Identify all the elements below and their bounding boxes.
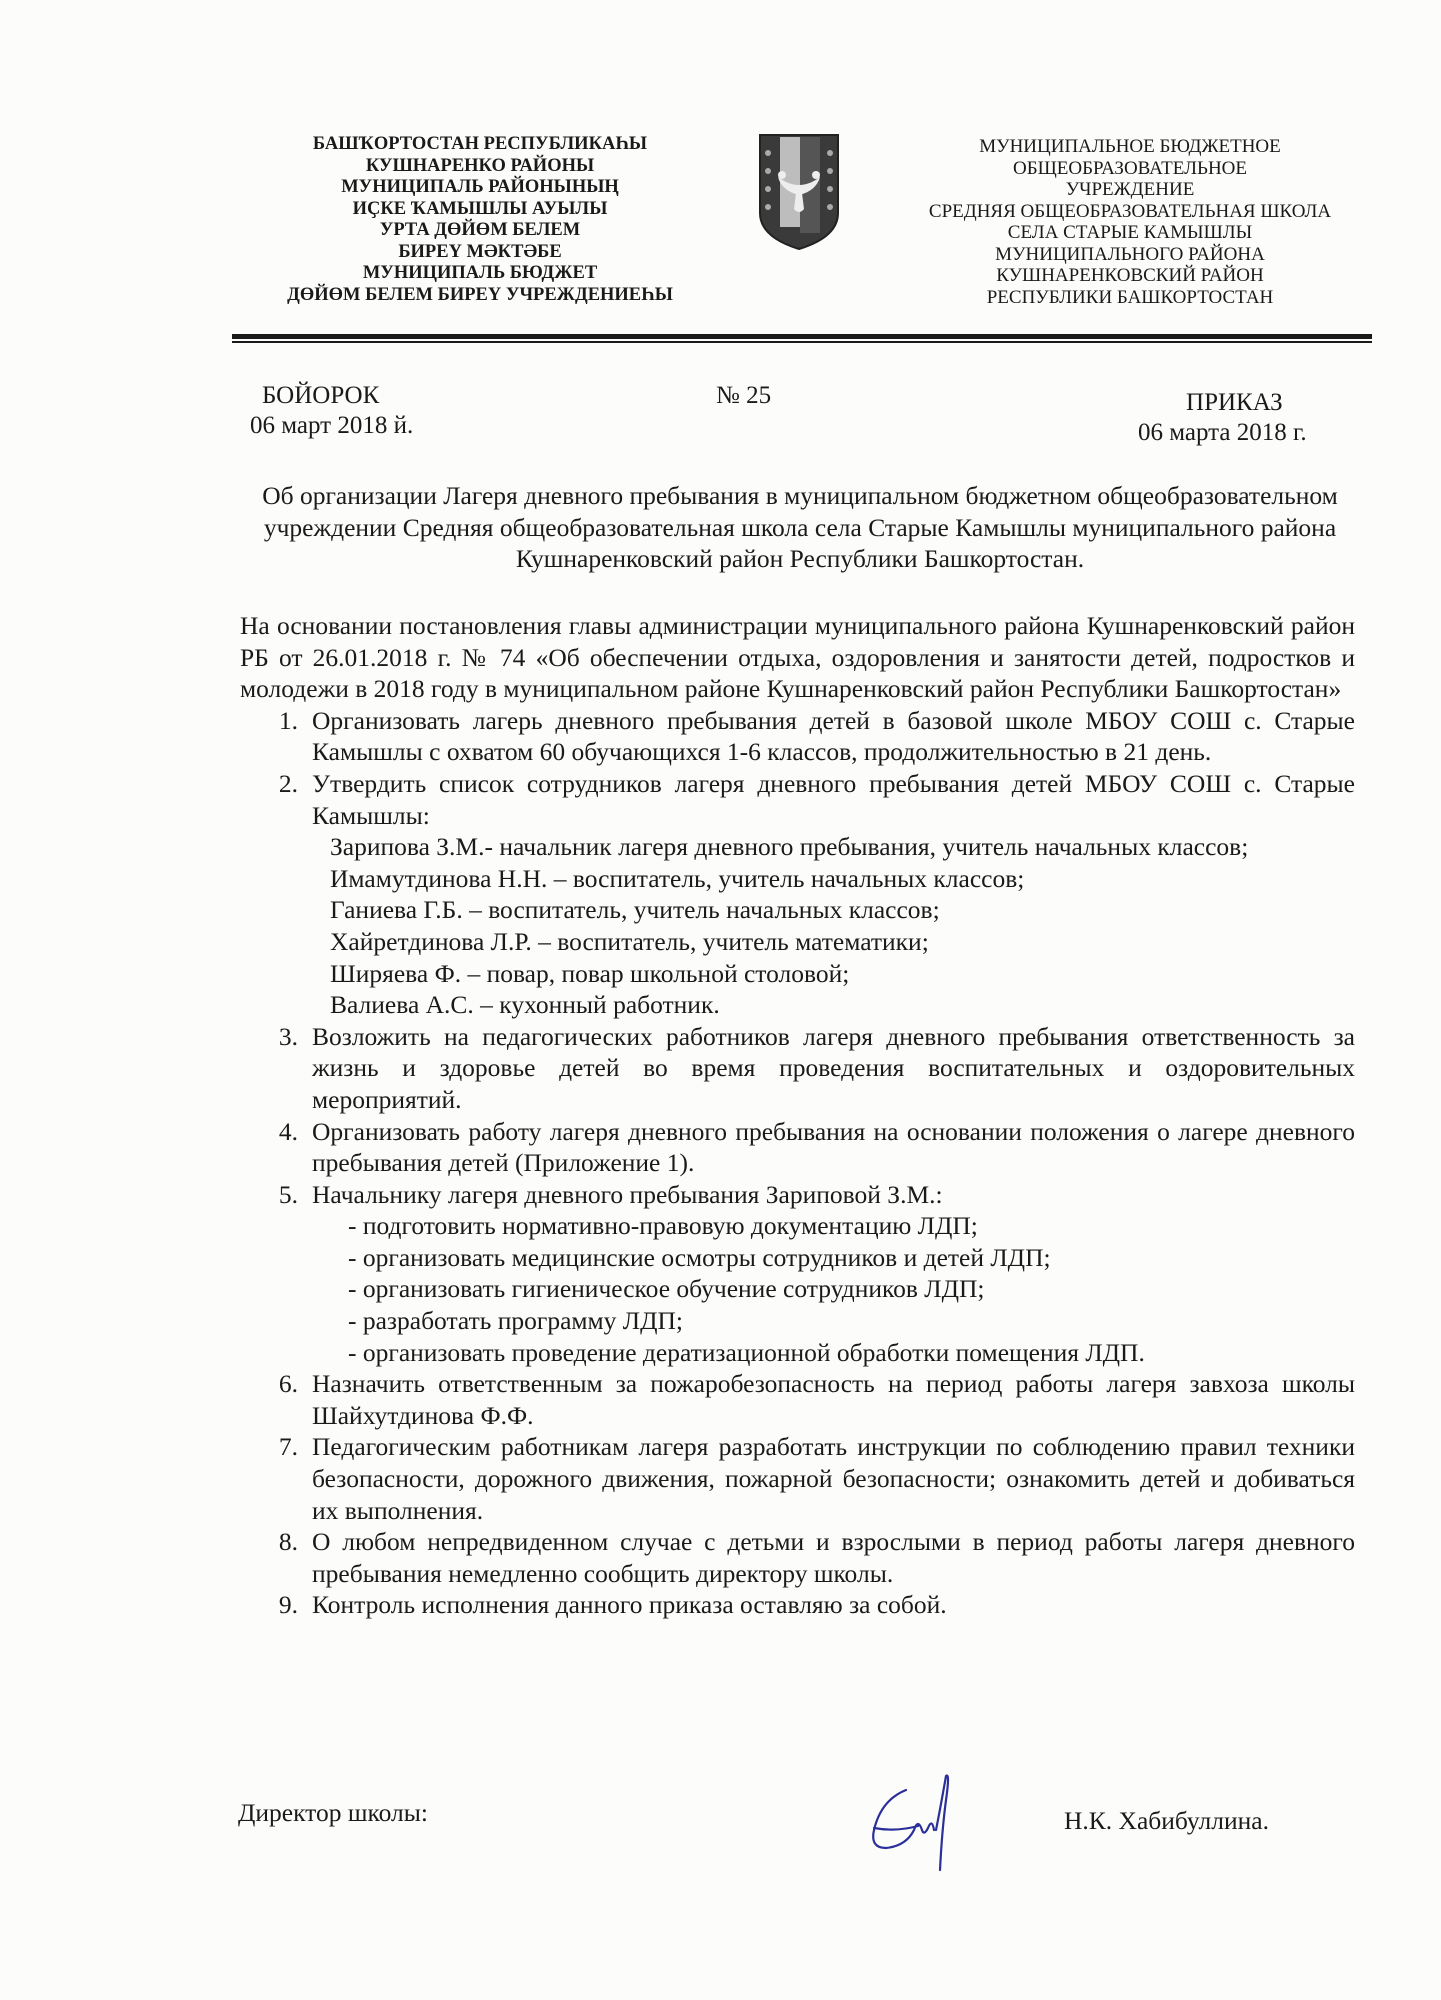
header-line: МУНИЦИПАЛЬ БЮДЖЕТ — [362, 263, 598, 283]
header-line: ОБЩЕОБРАЗОВАТЕЛЬНОЕ — [1013, 157, 1247, 179]
list-item — [240, 1179, 1355, 1211]
item-text: Организовать лагерь дневного пребывания детей в базовой школе МБОУ СОШ с. Старые Камышлы с охватом 60 обучающихся 1-6 классов, продолжительностью в 21 день. — [312, 705, 1355, 767]
header-russian — [890, 136, 1370, 308]
item-number: 8. — [278, 1527, 298, 1557]
order-body — [240, 610, 1355, 1621]
list-item — [240, 1021, 1355, 1116]
order-date-bashkir: 06 март 2018 й. — [250, 412, 414, 439]
staff-entry: Хайретдинова Л.Р. – воспитатель, учитель математики; — [330, 926, 929, 956]
header-line: СРЕДНЯЯ ОБЩЕОБРАЗОВАТЕЛЬНАЯ ШКОЛА — [928, 200, 1332, 222]
header-line: БАШҠОРТОСТАН РЕСПУБЛИКАҺЫ — [312, 134, 648, 154]
order-title: Об организации Лагеря дневного пребывания в муниципальном бюджетном общеобразовательном учреждении Средняя общеобразовательная школа села Старые Камышлы муниципального района Кушнаренковский район Республики Башкортостан. — [262, 481, 1338, 573]
list-item — [240, 1116, 1355, 1179]
list-item — [240, 1368, 1355, 1431]
list-item — [240, 768, 1355, 831]
header-line: УРТА ДӨЙӨМ БЕЛЕМ — [379, 220, 581, 240]
order-meta-russian — [1138, 388, 1307, 448]
header-line: УЧРЕЖДЕНИЕ — [1065, 179, 1195, 200]
header-line: БИРЕҮ МӘКТӘБЕ — [398, 241, 562, 262]
order-number: № 25 — [716, 382, 772, 409]
item-number: 4. — [278, 1116, 298, 1146]
task-entry: - организовать гигиеническое обучение сотрудников ЛДП; — [348, 1274, 985, 1304]
item-text: Начальнику лагеря дневного пребывания Зариповой З.М.: — [312, 1179, 943, 1209]
header-line: МУНИЦИПАЛЬНОЕ БЮДЖЕТНОЕ — [979, 136, 1281, 157]
signatory-title: Директор школы: — [238, 1798, 428, 1827]
list-item — [240, 1589, 1355, 1621]
item-number: 3. — [278, 1021, 298, 1051]
header-line: МУНИЦИПАЛЬНОГО РАЙОНА — [995, 243, 1265, 265]
header-line: ИҪКЕ ҠАМЫШЛЫ АУЫЛЫ — [352, 198, 608, 219]
list-item — [240, 1526, 1355, 1589]
staff-entry: Ганиева Г.Б. – воспитатель, учитель начальных классов; — [330, 895, 940, 925]
staff-entry: Валиева А.С. – кухонный работник. — [330, 990, 720, 1020]
header-divider — [232, 334, 1372, 339]
signature-block — [238, 1780, 1358, 1900]
item-text: Педагогическим работникам лагеря разработать инструкции по соблюдению правил техники безопасности, дорожного движения, пожарной безопасности; ознакомить детей и добиваться их выполнения. — [312, 1432, 1355, 1525]
item-number: 9. — [278, 1590, 298, 1620]
header-line: СЕЛА СТАРЫЕ КАМЫШЛЫ — [1007, 222, 1253, 243]
task-entry: - разработать программу ЛДП; — [348, 1306, 683, 1336]
header-line: ДӨЙӨМ БЕЛЕМ БИРЕҮ УЧРЕЖДЕНИЕҺЫ — [287, 284, 673, 305]
task-entry: - подготовить нормативно-правовую документацию ЛДП; — [348, 1211, 978, 1241]
item-text: Утвердить список сотрудников лагеря дневного пребывания детей МБОУ СОШ с. Старые Камышлы: — [312, 768, 1355, 830]
staff-list — [240, 831, 1355, 1021]
item-number: 5. — [278, 1179, 298, 1209]
order-meta-bashkir — [250, 381, 413, 441]
task-entry: - организовать медицинские осмотры сотрудников и детей ЛДП; — [348, 1242, 1051, 1272]
staff-entry: Имамутдинова Н.Н. – воспитатель, учитель начальных классов; — [330, 863, 1025, 893]
preamble: На основании постановления главы администрации муниципального района Кушнаренковский район РБ от 26.01.2018 г. № 74 «Об обеспечении отдыха, оздоровления и занятости детей, подростков и молодежи в 2018 году в муниципальном районе Кушнаренковский район Республики Башкортостан» — [240, 611, 1355, 704]
item-number: 7. — [278, 1432, 298, 1462]
item-number: 1. — [278, 705, 298, 735]
item-text: О любом непредвиденном случае с детьми и взрослыми в период работы лагеря дневного пребывания немедленно сообщить директору школы. — [312, 1527, 1355, 1588]
list-item — [240, 705, 1355, 768]
header-line: МУНИЦИПАЛЬ РАЙОНЫНЫҢ — [341, 177, 619, 197]
item-text: Организовать работу лагеря дневного пребывания на основании положения о лагере дневного пребывания детей (Приложение 1). — [312, 1116, 1355, 1178]
order-type-russian: ПРИКАЗ — [1186, 389, 1283, 416]
header-line: КУШНАРЕНКОВСКИЙ РАЙОН — [996, 265, 1264, 286]
order-type-bashkir: БОЙОРОК — [262, 382, 380, 409]
coat-of-arms-icon — [758, 133, 840, 251]
staff-entry: Зарипова З.М.- начальник лагеря дневного пребывания, учитель начальных классов; — [330, 832, 1249, 862]
header-divider-thin — [232, 341, 1372, 343]
task-list — [240, 1210, 1355, 1368]
signatory-name: Н.К. Хабибуллина. — [1064, 1806, 1269, 1835]
item-text: Назначить ответственным за пожаробезопасность на период работы лагеря завхоза школы Шайхутдинова Ф.Ф. — [312, 1369, 1355, 1430]
header-bashkir — [270, 134, 690, 306]
item-number: 6. — [278, 1369, 298, 1399]
task-entry: - организовать проведение дератизационной обработки помещения ЛДП. — [348, 1337, 1145, 1367]
handwritten-signature-icon — [866, 1770, 966, 1880]
list-item — [240, 1431, 1355, 1526]
order-date-russian: 06 марта 2018 г. — [1138, 419, 1307, 446]
staff-entry: Ширяева Ф. – повар, повар школьной столовой; — [330, 958, 850, 988]
item-text: Контроль исполнения данного приказа оставляю за собой. — [312, 1590, 947, 1620]
header-line: КУШНАРЕНКО РАЙОНЫ — [365, 155, 595, 176]
item-text: Возложить на педагогических работников лагеря дневного пребывания ответственность за жизнь и здоровье детей во время проведения воспитательных и оздоровительных мероприятий. — [312, 1021, 1355, 1114]
header-line: РЕСПУБЛИКИ БАШКОРТОСТАН — [986, 286, 1274, 308]
item-number: 2. — [278, 768, 298, 798]
